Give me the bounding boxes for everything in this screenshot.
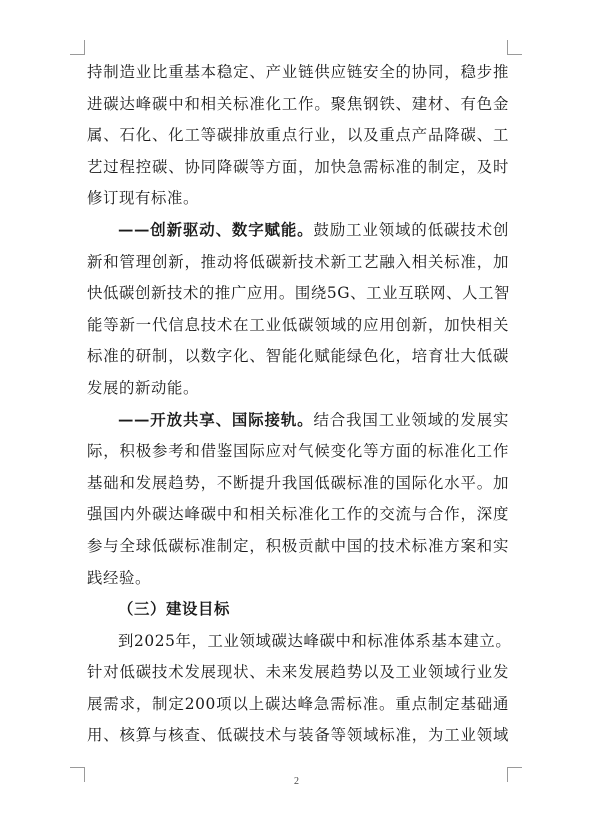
page-number: 2 (294, 776, 299, 787)
document-body (87, 57, 512, 752)
text-line: 展需求，制定200项以上碳达峰急需标准。重点制定基础通 (87, 694, 509, 713)
paragraph-goals (87, 626, 512, 752)
text-line (87, 405, 509, 437)
paragraph-openness (87, 405, 509, 595)
text-line: 能等新一代信息技术在工业低碳领域的应用创新，加快相关 (87, 315, 509, 334)
text-line: 际，积极参考和借鉴国际应对气候变化等方面的标准化工作 (87, 442, 509, 461)
section-heading: （三）建设目标 (118, 600, 230, 619)
text-line: 用、核算与核查、低碳技术与装备等领域标准，为工业领域 (87, 726, 509, 745)
text-line: 修订现有标准。 (87, 189, 199, 208)
text-line: 到2025年，工业领域碳达峰碳中和标准体系基本建立。 (118, 631, 512, 650)
text-line: 参与全球低碳标准制定，积极贡献中国的技术标准方案和实 (87, 536, 509, 555)
text-line: 进碳达峰碳中和相关标准化工作。聚焦钢铁、建材、有色金 (87, 94, 509, 113)
crop-mark-top-right (507, 40, 522, 55)
principle-heading: ——创新驱动、数字赋能。 (118, 220, 314, 239)
text-line: 针对低碳技术发展现状、未来发展趋势以及工业领域行业发 (87, 663, 509, 682)
text-run: 鼓励工业领域的低碳技术创 (313, 220, 509, 239)
text-line: 发展的新动能。 (87, 378, 199, 397)
text-line: 基础和发展趋势，不断提升我国低碳标准的国际化水平。加 (87, 473, 509, 492)
text-line: 强国内外碳达峰碳中和相关标准化工作的交流与合作，深度 (87, 505, 509, 524)
principle-heading: ——开放共享、国际接轨。 (118, 410, 314, 429)
text-line (87, 215, 509, 247)
text-line: 新和管理创新，推动将低碳新技术新工艺融入相关标准，加 (87, 252, 509, 271)
text-line: 艺过程控碳、协同降碳等方面，加快急需标准的制定，及时 (87, 157, 509, 176)
text-line: 快低碳创新技术的推广应用。围绕5G、工业互联网、人工智 (87, 284, 511, 303)
crop-mark-top-left (70, 40, 85, 55)
paragraph-innovation (87, 215, 509, 405)
text-line: 属、石化、化工等碳排放重点行业，以及重点产品降碳、工 (87, 126, 509, 145)
text-line: 践经验。 (87, 568, 151, 587)
text-line: 持制造业比重基本稳定、产业链供应链安全的协同，稳步推 (87, 63, 509, 81)
paragraph-continuation (87, 57, 509, 215)
text-line: 标准的研制，以数字化、智能化赋能绿色化，培育壮大低碳 (87, 347, 509, 366)
text-run: 结合我国工业领域的发展实 (313, 410, 509, 429)
